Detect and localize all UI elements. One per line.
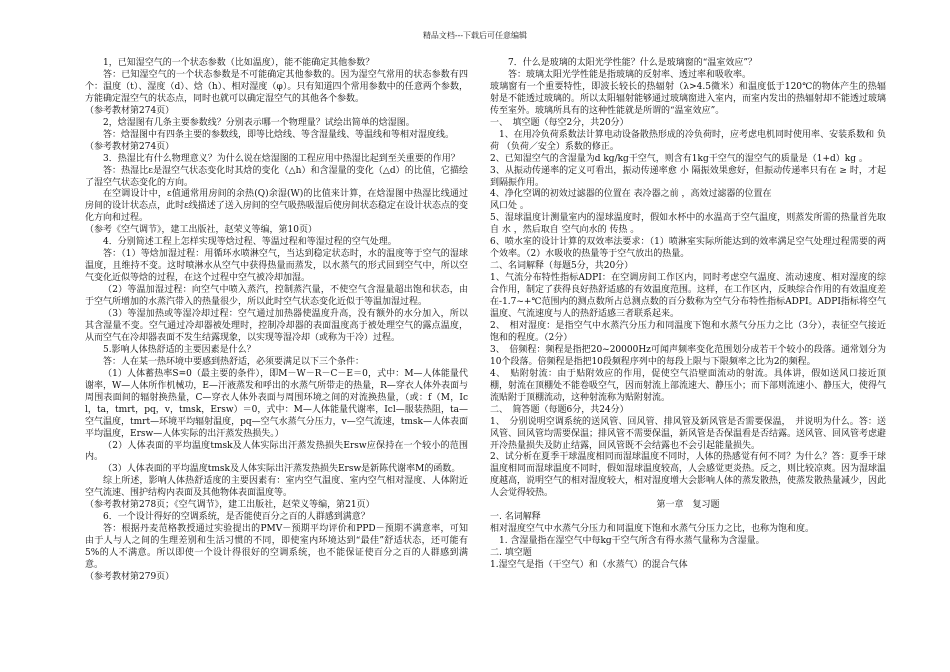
paragraph: （参考教材第278页；《空气调节》，建工出版社，赵荣义等编，第21页） — [85, 500, 375, 511]
paragraph: 1、在用冷负荷系数法计算电动设备散热形成的冷负荷时，应考虑电机同时使用率、安装系数和 负荷 （负荷／安全）系数的修正。 — [490, 129, 886, 152]
paragraph: 1、气流分布特性指标ADPI：在空调房间工作区内，同时考虑空气温度、流动速度、相对湿度的综合作用，制定了获得良好热舒适感的有效温度范围。这样，在工作区内，反映综合作用的有效温度差在-1.7~+℃范围内的测点数所占总测点数的百分数称为空气分布特性指标ADPI。ADPI指标将空气温度、气流速度与人的热舒适感三者联系起来。 — [490, 273, 887, 320]
paragraph: （参考《空气调节》，建工出版社，赵荣义等编，第10页） — [85, 225, 317, 236]
paragraph: （参考教材第274页） — [85, 105, 175, 116]
paragraph: 2，焓湿图有几条主要参数线？分别表示哪一个物理量？试绘出简单的焓湿图。 — [103, 117, 415, 128]
paragraph: 1. 含湿量指在湿空气中每kg干空气所含有得水蒸气量称为含湿量。 — [499, 536, 765, 547]
paragraph: 答：（1）等焓加湿过程：用循环水喷淋空气，当达到稳定状态时，水的温度等于空气的湿球温度，且维持不变。这时喷淋水从空气中获得热量而蒸发，以水蒸气的形式回到空气中，所以空气变化近似等焓的过程，在这个过程中空气被冷却加湿。 — [85, 249, 468, 284]
paragraph: 4．分别简述工程上怎样实现等焓过程、等温过程和等湿过程的空气处理。 — [103, 237, 397, 248]
paragraph: （3）等湿加热或等湿冷却过程：空气通过加热器使温度升高，没有额外的水分加入，所以其含湿量不变。空气通过冷却器被处理时，控制冷却器的表面温度高于被处理空气的露点温度，从而空气在冷却器表面不发生结露现象，以实现等湿冷却（或称为干冷）过程。 — [85, 309, 468, 343]
paragraph: 风口处 。 — [490, 201, 529, 212]
paragraph: （2）人体表面的平均温度tmsk及人体实际出汗蒸发热损失Ersw应保持在一个较小的范围内。 — [85, 440, 468, 463]
paragraph: 2、已知湿空气的含湿量为d kg/kg干空气，则含有1kg干空气的湿空气的质量是（1+d）kg 。 — [490, 153, 868, 164]
paragraph: 玻璃窗有一个重要特性，即波长较长的热辐射（λ>4.5微米）和温度低于120℃的物体产生的热辐射是不能透过玻璃的。所以太阳辐射能够通过玻璃窗进入室内，而室内发出的热辐射却不能透过玻璃传至室外。玻璃所具有的这种性能就是所谓的“温室效应”。 — [490, 81, 887, 116]
section-heading: 一、 填空题（每空2分，共20分） — [490, 117, 629, 128]
page-header: 精品文档---下载后可任意编辑 — [422, 31, 528, 40]
right-column — [490, 58, 886, 572]
paragraph: 2、 相对湿度：是指空气中水蒸汽分压力和同温度下饱和水蒸气分压力之比（3分），表征空气接近饱和的程度。（2分） — [490, 320, 886, 343]
paragraph: 1.湿空气是指（干空气）和（水蒸气）的混合气体 — [490, 560, 688, 571]
paragraph: 答：人在某一热环境中要感到热舒适，必须要满足以下三个条件： — [103, 356, 365, 367]
paragraph: 相对湿度空气中水蒸气分压力和同温度下饱和水蒸气分压力之比，也称为饱和度。 — [490, 524, 815, 535]
paragraph: 4、 贴附射流：由于贴附效应的作用，促使空气沿壁面流动的射流。具体讲，假如送风口接近顶棚，射流在顶棚处不能卷吸空气，因而射流上部流速大、静压小；而下部则流速小、静压大，使得气流贴附于顶棚流动，这种射流称为贴附射流。 — [490, 368, 887, 403]
paragraph: 5、湿球温度计测量室内的湿球温度时，假如水杯中的水温高于空气温度，则蒸发所需的热量首先取自 水 ，然后取自 空气向水的 传热 。 — [490, 213, 886, 236]
paragraph: 综上所述，影响人体热舒适度的主要因素有：室内空气温度、室内空气相对湿度、人体附近空气流速、围护结构内表面及其他物体表面温度等。 — [85, 476, 468, 499]
paragraph: （3）人体表面的平均温度tmsk及人体实际出汗蒸发热损失Ersw是新陈代谢率M的函数。 — [103, 464, 461, 475]
paragraph: 3、从振动传递率的定义可看出，振动传递率愈 小 隔振效果愈好，但振动传递率只有在 ≥ 时，才起到隔振作用。 — [490, 165, 886, 188]
paragraph: 答：已知湿空气的一个状态参数是不可能确定其他参数的。因为湿空气常用的状态参数有四个：温度（t）、湿度（d）、焓（h）、相对湿度（φ）。只有知道四个常用参数中的任意两个参数，方能确定湿空气的状态点，同时也就可以确定湿空气的其他各个参数。 — [85, 69, 468, 104]
paragraph: 6、喷水室的设计计算的双效率法要求：（1）喷淋室实际所能达到的效率满足空气处理过程需要的两个效率。（2）水吸收的热量等于空气放出的热量。 — [490, 237, 886, 260]
paragraph: 6．一个设计得好的空调系统，是否能使百分之百的人群感到满意？ — [103, 512, 370, 523]
paragraph: 答：热湿比ε是湿空气状态变化时其焓的变化（△h）和含湿量的变化（△d）的比值，它描绘了湿空气状态变化的方向。 — [85, 165, 468, 188]
section-heading: 二. 填空题 — [490, 548, 532, 559]
paragraph: 1、 分别说明空调系统的送风管、回风管、排风管及新风管是否需要保温， 并说明为什么。答：送风管、回风管均需要保温；排风管不需要保温，新风管是否保温看是否结露。送风管、回风管考虑避开冷热量损失及防止结露，回风管既不会结露也不会引起能量损失。 — [490, 416, 887, 451]
paragraph: 答：根据丹麦范格教授通过实验提出的PMV－预期平均评价和PPD－预期不满意率，可知由于人与人之间的生理差别和生活习惯的不同，即使室内环境达到“最佳”舒适状态，还可能有5%的人不满意。所以即使一个设计得很好的空调系统，也不能保证使百分之百的人群感到满意。 — [85, 524, 468, 571]
paragraph: 1，已知湿空气的一个状态参数（比如温度），能不能确定其他参数？ — [103, 58, 375, 68]
section-heading: 二、名词解释（每题5分，共20分） — [490, 261, 634, 272]
paragraph: 7．什么是玻璃的太阳光学性能？什么是玻璃窗的“温室效应”？ — [508, 58, 757, 68]
paragraph: （2）等温加湿过程：向空气中喷入蒸汽，控制蒸汽量，不使空气含湿量超出饱和状态，由于空气所增加的水蒸汽带入的热量很少，所以此时空气状态变化近似于等温加湿过程。 — [85, 285, 468, 308]
section-heading: 一. 名词解释 — [490, 512, 541, 523]
paragraph: （参考教材第279页） — [85, 571, 175, 582]
paragraph: 2、试分析在夏季干球温度相同而湿球温度不同时，人体的热感觉有何不同？为什么？答：夏季干球温度相同而湿球温度不同时，假如湿球温度较高，人会感觉更炎热。反之，则比较凉爽。因为湿球温度越高，说明空气的相对湿度较大，相对湿度增大会影响人体的蒸发散热，使蒸发散热量减少，因此人会觉得较热。 — [490, 452, 887, 499]
paragraph: （1）人体蓄热率S=0（最主要的条件），即M－W－R－C－E＝0，式中：M—人体能量代谢率，W—人体所作机械功，E—汗液蒸发和呼出的水蒸气所带走的热量，R—穿衣人体外表面与周围表面间的辐射换热量，C—穿衣人体外表面与周围环境之间的对流换热量，（或：f（M，Icl，ta，tmrt，pq，v，tmsk，Ersw）＝0，式中：M—人体能量代谢率，Icl—服装热阻，ta—空气温度，tmrt—环境平均辐射温度，pq—空气水蒸气分压力，v—空气流速，tmsk—人体表面平均温度，Ersw—人体实际的出汗蒸发热损失。） — [85, 368, 468, 439]
paragraph: 5.影响人体热舒适的主要因素是什么？ — [103, 344, 256, 355]
paragraph: 3、 倍频程：频程是指把20~20000Hz可闻声频率变化范围划分成若干个较小的段落。通常划分为10个段落。倍频程是指把10段频程序列中的每段上限与下限频率之比为2的频程。 — [490, 344, 886, 367]
paragraph: 答：玻璃太阳光学性能是指玻璃的反射率、透过率和吸收率。 — [508, 69, 752, 80]
left-column — [85, 58, 468, 584]
section-heading: 二、 简答题（每题6分，共24分） — [490, 404, 629, 415]
paragraph: 答：焓湿图中有四条主要的参数线，即等比焓线、等含湿量线、等温线和等相对湿度线。 — [103, 129, 455, 140]
paragraph: 3．热湿比有什么物理意义？为什么说在焓湿图的工程应用中热湿比起到至关重要的作用？ — [103, 153, 460, 164]
paragraph: 4、净化空调的初效过滤器的位置在 表冷器之前 ，高效过滤器的位置在 — [490, 189, 772, 200]
paragraph: 在空调设计中，ε值通常用房间的余热(Q)余湿(W)的比值来计算，在焓湿图中热湿比线通过房间的设计状态点，此时ε线描述了送入房间的空气吸热吸湿后使房间状态稳定在设计状态点的变化方向和过程。 — [85, 189, 468, 224]
paragraph: （参考教材第274页） — [85, 141, 175, 152]
chapter-title: 第一章 复习题 — [656, 500, 720, 511]
